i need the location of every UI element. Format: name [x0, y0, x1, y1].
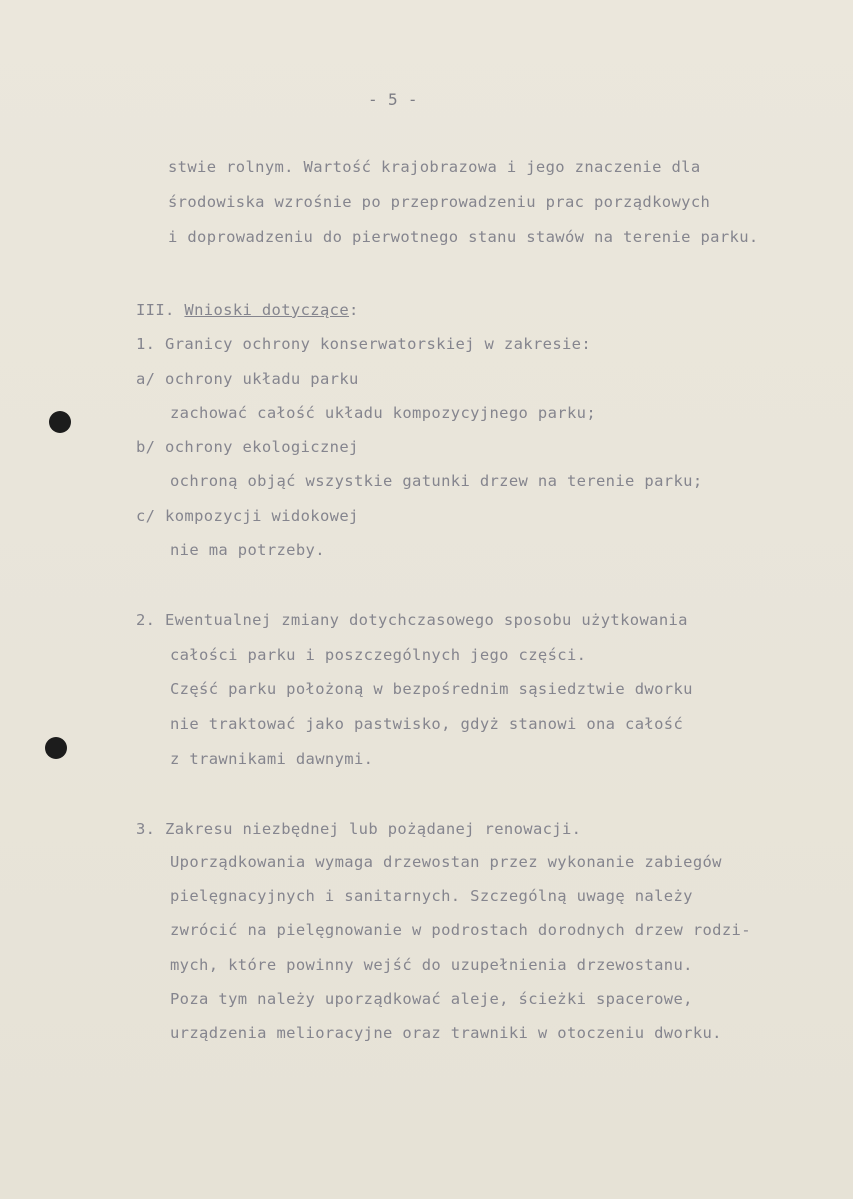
- list-item: 3. Zakresu niezbędnej lub pożądanej renowacji.: [136, 820, 582, 838]
- text-line: całości parku i poszczególnych jego części.: [170, 646, 587, 664]
- punch-hole: [45, 737, 67, 759]
- list-item: b/ ochrony ekologicznej: [136, 438, 359, 456]
- section-number: III.: [136, 301, 175, 319]
- text-line: mych, które powinny wejść do uzupełnienia drzewostanu.: [170, 956, 693, 974]
- text-line: pielęgnacyjnych i sanitarnych. Szczególną uwagę należy: [170, 887, 693, 905]
- list-item: a/ ochrony układu parku: [136, 370, 359, 388]
- text-line: nie ma potrzeby.: [170, 541, 325, 559]
- text-line: stwie rolnym. Wartość krajobrazowa i jego znaczenie dla: [168, 158, 701, 176]
- list-item: 2. Ewentualnej zmiany dotychczasowego sposobu użytkowania: [136, 611, 688, 629]
- section-title: Wnioski dotyczące: [184, 301, 350, 319]
- page-number: - 5 -: [368, 90, 418, 109]
- text-line: zwrócić na pielęgnowanie w podrostach dorodnych drzew rodzi-: [170, 921, 751, 939]
- text-line: urządzenia melioracyjne oraz trawniki w otoczeniu dworku.: [170, 1024, 722, 1042]
- text-line: Część parku położoną w bezpośrednim sąsiedztwie dworku: [170, 680, 693, 698]
- text-line: ochroną objąć wszystkie gatunki drzew na terenie parku;: [170, 472, 703, 490]
- punch-hole: [49, 411, 71, 433]
- text-line: zachować całość układu kompozycyjnego parku;: [170, 404, 596, 422]
- text-line: nie traktować jako pastwisko, gdyż stanowi ona całość: [170, 715, 684, 733]
- text-line: środowiska wzrośnie po przeprowadzeniu prac porządkowych: [168, 193, 711, 211]
- text-line: Uporządkowania wymaga drzewostan przez wykonanie zabiegów: [170, 853, 722, 871]
- section-colon: :: [349, 301, 359, 319]
- text-line: Poza tym należy uporządkować aleje, ścieżki spacerowe,: [170, 990, 693, 1008]
- list-item: c/ kompozycji widokowej: [136, 507, 359, 525]
- list-item: 1. Granicy ochrony konserwatorskiej w zakresie:: [136, 335, 592, 353]
- text-line: z trawnikami dawnymi.: [170, 750, 374, 768]
- section-heading: [136, 301, 359, 319]
- text-line: i doprowadzeniu do pierwotnego stanu stawów na terenie parku.: [168, 228, 759, 246]
